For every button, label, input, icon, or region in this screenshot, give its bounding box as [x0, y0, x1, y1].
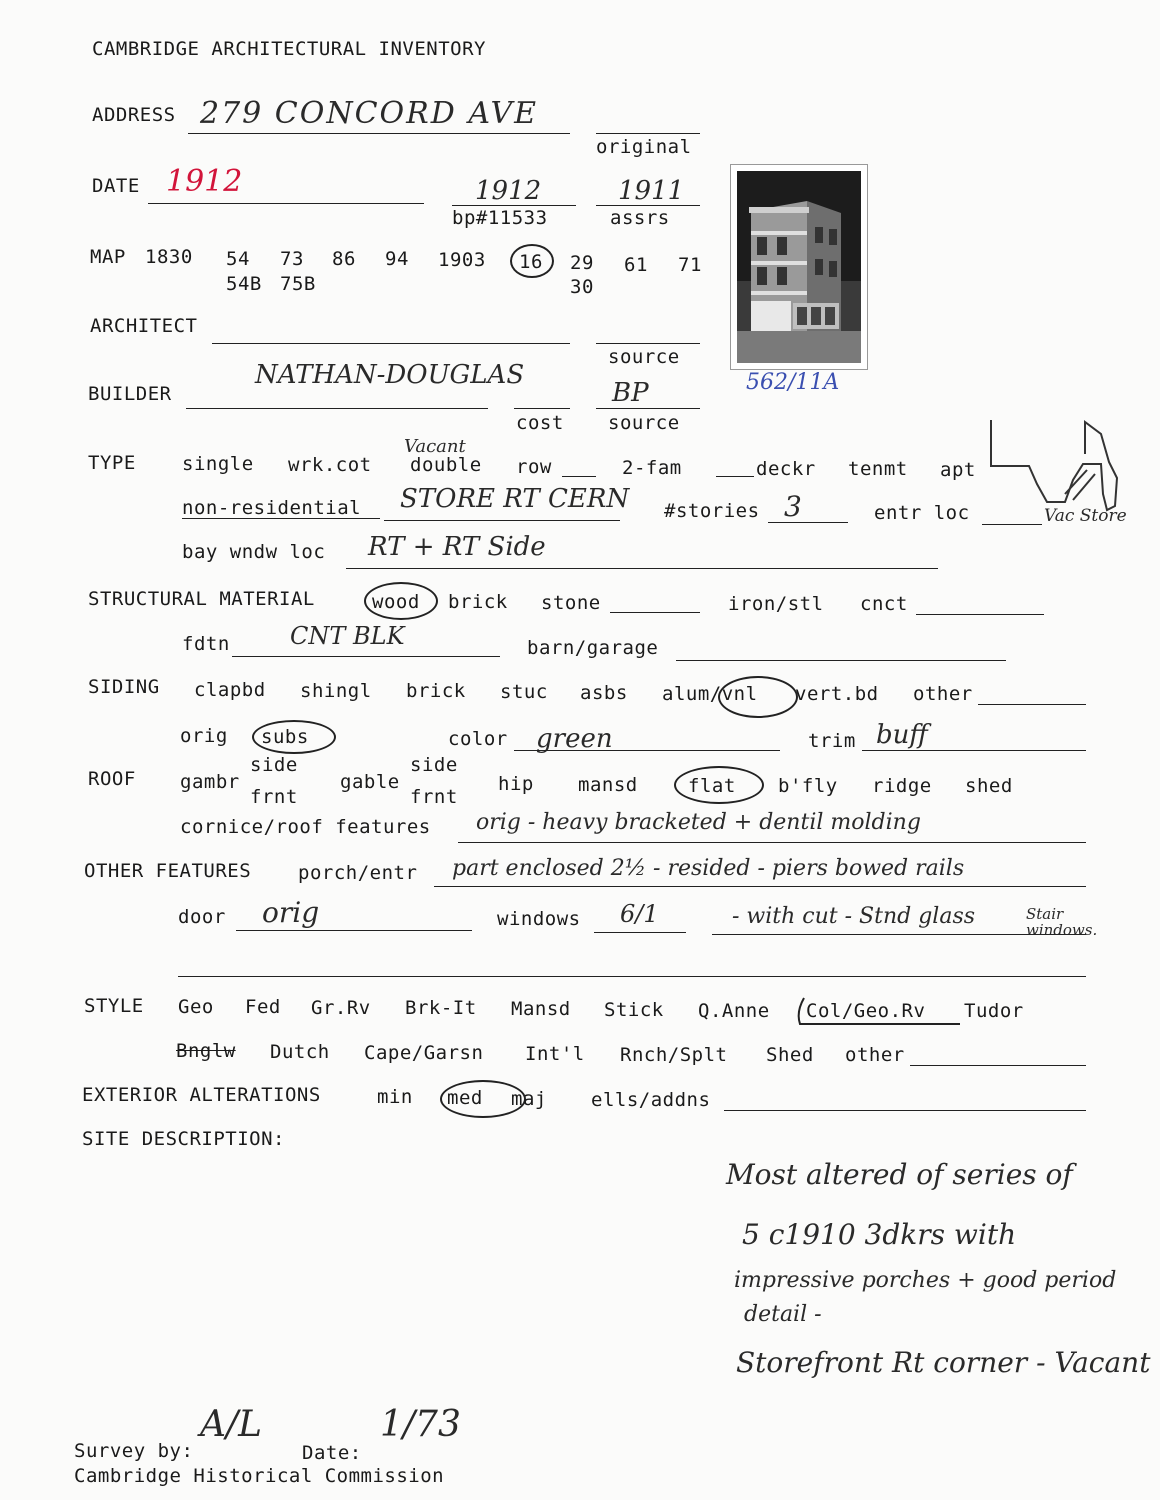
fdtn-value: CNT BLK	[290, 622, 405, 650]
map-30: 30	[570, 276, 594, 298]
windows-value: 6/1	[620, 900, 659, 928]
cornice-value: orig - heavy bracketed + dentil molding	[476, 810, 921, 835]
roof-mansd: mansd	[578, 774, 638, 796]
type-deckr: deckr	[756, 458, 816, 480]
style-intl: Int'l	[525, 1043, 585, 1065]
style-colgeorv: Col/Geo.Rv	[806, 1000, 926, 1022]
style-geo: Geo	[178, 996, 214, 1018]
color-value: green	[536, 724, 613, 754]
style-bnglw: Bnglw	[176, 1040, 236, 1062]
site-note-5: Storefront Rt corner - Vacant	[736, 1346, 1151, 1379]
architect-source-label: source	[608, 346, 680, 368]
structural-label: STRUCTURAL MATERIAL	[88, 588, 315, 610]
porch-label: porch/entr	[298, 862, 418, 884]
bp-year: 1912	[475, 176, 542, 206]
bay-window-value: RT + RT Side	[368, 532, 546, 562]
assrs-year: 1911	[618, 176, 685, 206]
roof-label: ROOF	[88, 768, 136, 790]
form-title: CAMBRIDGE ARCHITECTURAL INVENTORY	[92, 38, 486, 60]
roof-gambr: gambr	[180, 771, 240, 793]
style-fed: Fed	[245, 996, 281, 1018]
orig-label: orig	[180, 725, 228, 747]
roof-flat: flat	[688, 775, 736, 797]
subs-label: subs	[261, 726, 309, 748]
alterations-med: med	[447, 1087, 483, 1109]
site-note-2: 5 c1910 3dkrs with	[742, 1218, 1017, 1251]
style-rnchsplt: Rnch/Splt	[620, 1044, 728, 1066]
address-value: 279 CONCORD AVE	[200, 96, 539, 131]
roof-frnt-1: frnt	[250, 786, 298, 808]
structural-stone: stone	[541, 592, 601, 614]
type-double: double	[410, 454, 482, 476]
type-row: row	[516, 456, 552, 478]
siding-asbs: asbs	[580, 682, 628, 704]
map-61: 61	[624, 254, 648, 276]
commission-name: Cambridge Historical Commission	[74, 1465, 445, 1487]
style-tudor: Tudor	[964, 1000, 1024, 1022]
builder-value: NATHAN-DOUGLAS	[255, 360, 525, 390]
assrs-label: assrs	[610, 207, 670, 229]
style-capegarsn: Cape/Garsn	[364, 1042, 484, 1064]
type-single: single	[182, 453, 254, 475]
siding-label: SIDING	[88, 676, 160, 698]
builder-source-value: BP	[612, 378, 649, 408]
bp-number: bp#11533	[452, 207, 548, 229]
roof-gable: gable	[340, 771, 400, 793]
siding-clapbd: clapbd	[194, 679, 266, 701]
siding-other: other	[913, 683, 973, 705]
map-71: 71	[678, 254, 702, 276]
map-label: MAP	[90, 246, 126, 268]
siding-vnl-circle	[718, 676, 798, 718]
photo-caption: 562/11A	[746, 370, 840, 395]
fdtn-label: fdtn	[182, 633, 230, 655]
structural-wood-circle	[364, 582, 438, 620]
door-value: orig	[262, 896, 320, 929]
style-qanne: Q.Anne	[698, 1000, 770, 1022]
nonres-label: non-residential	[182, 497, 362, 519]
site-note-3: impressive porches + good period	[734, 1268, 1117, 1293]
roof-bfly: b'fly	[778, 775, 838, 797]
site-note-1: Most altered of series of	[726, 1158, 1073, 1191]
building-photo	[730, 164, 868, 370]
type-vacant-note: Vacant	[404, 436, 466, 457]
style-colgeorv-mark	[790, 990, 970, 1030]
map-54b: 54B	[226, 273, 262, 295]
porch-value: part enclosed 2½ - resided - piers bowed rails	[452, 856, 965, 881]
style-other: other	[845, 1044, 905, 1066]
map-29: 29	[570, 252, 594, 274]
siding-shingl: shingl	[300, 680, 372, 702]
map-16-circle	[510, 244, 554, 278]
siding-brick: brick	[406, 680, 466, 702]
siding-alum-vnl: alum/vnl	[662, 683, 758, 705]
type-tenmt: tenmt	[848, 458, 908, 480]
style-shed: Shed	[766, 1044, 814, 1066]
date-label: DATE	[92, 175, 140, 197]
map-16: 16	[519, 251, 543, 273]
roof-hip: hip	[498, 773, 534, 795]
map-1903: 1903	[438, 249, 486, 271]
type-apt: apt	[940, 459, 976, 481]
alterations-min: min	[377, 1086, 413, 1108]
footprint-sketch	[985, 414, 1125, 514]
windows-note: - with cut - Stnd glass	[732, 904, 976, 929]
barn-garage-label: barn/garage	[527, 637, 659, 659]
structural-brick: brick	[448, 591, 508, 613]
roof-side-2: side	[410, 754, 458, 776]
windows-note-2: Stair windows.	[1026, 905, 1098, 939]
builder-source-label: source	[608, 412, 680, 434]
alterations-ells: ells/addns	[591, 1089, 711, 1111]
style-label: STYLE	[84, 995, 144, 1017]
map-86: 86	[332, 248, 356, 270]
map-54: 54	[226, 248, 250, 270]
roof-frnt-2: frnt	[410, 786, 458, 808]
style-mansd: Mansd	[511, 998, 571, 1020]
roof-flat-circle	[674, 766, 764, 804]
stories-label: #stories	[664, 500, 760, 522]
entr-loc-label: entr loc	[874, 502, 970, 524]
trim-value: buff	[876, 720, 928, 750]
address-label: ADDRESS	[92, 104, 176, 126]
subs-circle	[252, 720, 336, 754]
structural-ironstl: iron/stl	[728, 593, 824, 615]
style-dutch: Dutch	[270, 1041, 330, 1063]
trim-label: trim	[808, 730, 856, 752]
door-label: door	[178, 906, 226, 928]
stories-value: 3	[784, 490, 802, 523]
siding-stuc: stuc	[500, 681, 548, 703]
alterations-maj: maj	[511, 1088, 547, 1110]
nonres-value: STORE RT CERN	[400, 484, 630, 514]
type-2fam: 2-fam	[622, 457, 682, 479]
siding-vertbd: vert.bd	[795, 683, 879, 705]
style-stick: Stick	[604, 999, 664, 1021]
cornice-label: cornice/roof features	[180, 816, 431, 838]
cost-label: cost	[516, 412, 564, 434]
structural-wood: wood	[372, 591, 420, 613]
survey-date-value: 1/73	[380, 1404, 461, 1445]
roof-ridge: ridge	[872, 775, 932, 797]
builder-label: BUILDER	[88, 383, 172, 405]
map-75b: 75B	[280, 273, 316, 295]
survey-by-label: Survey by:	[74, 1440, 194, 1462]
survey-date-label: Date:	[302, 1442, 362, 1464]
map-73: 73	[280, 248, 304, 270]
type-label: TYPE	[88, 452, 136, 474]
roof-shed: shed	[965, 775, 1013, 797]
map-1830: 1830	[145, 246, 193, 268]
map-94: 94	[385, 248, 409, 270]
original-label: original	[596, 136, 692, 158]
building-photo-image	[737, 171, 861, 363]
type-wrkcot: wrk.cot	[288, 454, 372, 476]
architect-label: ARCHITECT	[90, 315, 198, 337]
style-grrv: Gr.Rv	[311, 997, 371, 1019]
survey-by-value: A/L	[200, 1404, 263, 1445]
roof-side-1: side	[250, 754, 298, 776]
bay-window-label: bay wndw loc	[182, 541, 326, 563]
color-label: color	[448, 728, 508, 750]
date-value: 1912	[166, 164, 243, 199]
entr-loc-value: Vac Store	[1044, 506, 1127, 526]
alterations-label: EXTERIOR ALTERATIONS	[82, 1084, 321, 1106]
style-brkit: Brk-It	[405, 997, 477, 1019]
site-description-label: SITE DESCRIPTION:	[82, 1128, 285, 1150]
other-features-label: OTHER FEATURES	[84, 860, 252, 882]
structural-cnct: cnct	[860, 593, 908, 615]
windows-label: windows	[497, 908, 581, 930]
site-note-4: detail -	[744, 1302, 822, 1327]
